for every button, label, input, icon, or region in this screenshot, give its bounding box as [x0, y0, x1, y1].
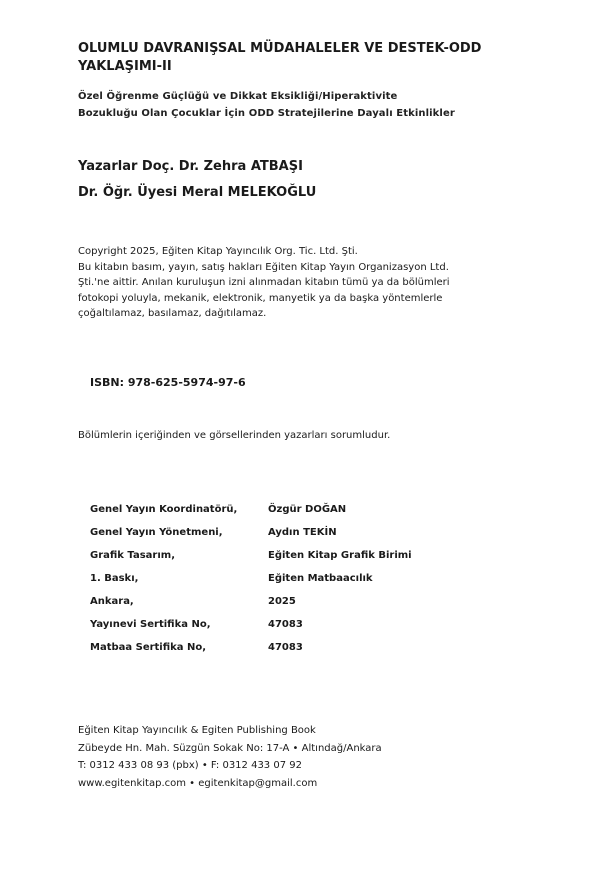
credit-label: Ankara,: [90, 596, 134, 607]
credit-label: 1. Baskı,: [90, 573, 139, 584]
credit-label: Genel Yayın Koordinatörü,: [90, 504, 238, 515]
credit-value: 47083: [268, 642, 303, 653]
publisher-web: www.egitenkitap.com • egitenkitap@gmail.com: [78, 777, 318, 789]
credit-label: Matbaa Sertifika No,: [90, 642, 207, 653]
publisher-contact: [78, 722, 382, 792]
book-title-line-1: OLUMLU DAVRANIŞSAL MÜDAHALELER VE DESTEK-ODD: [78, 41, 482, 56]
credit-value: Aydın TEKİN: [268, 527, 337, 538]
credit-value: Özgür DOĞAN: [268, 504, 347, 515]
copyright-line-3: Şti.'ne aittir. Anılan kuruluşun izni alınmadan kitabın tümü ya da bölümleri: [78, 277, 450, 288]
copyright-line-4: fotokopi yoluyla, mekanik, elektronik, manyetik ya da başka yöntemlerle: [78, 292, 443, 304]
responsibility-note: Bölümlerin içeriğinden ve görsellerinden yazarları sorumludur.: [78, 430, 391, 441]
credit-label: Genel Yayın Yönetmeni,: [90, 527, 223, 538]
credit-value: 2025: [268, 596, 296, 607]
book-subtitle-line-1: Özel Öğrenme Güçlüğü ve Dikkat Eksikliği/Hiperaktivite: [78, 91, 398, 102]
copyright-line-1: Copyright 2025, Eğiten Kitap Yayıncılık Org. Tic. Ltd. Şti.: [78, 246, 358, 257]
book-subtitle: [78, 88, 548, 122]
author-line-2: Dr. Öğr. Üyesi Meral MELEKOĞLU: [78, 185, 317, 200]
copyright-line-2: Bu kitabın basım, yayın, satış hakları Eğiten Kitap Yayın Organizasyon Ltd.: [78, 261, 449, 273]
publisher-address: Zübeyde Hn. Mah. Süzgün Sokak No: 17-A • Altındağ/Ankara: [78, 742, 382, 754]
credit-value: 47083: [268, 619, 303, 630]
authors-block: [78, 154, 316, 206]
copyright-notice: [78, 244, 523, 322]
credit-value: Eğiten Matbaacılık: [268, 573, 373, 584]
credit-value: Eğiten Kitap Grafik Birimi: [268, 550, 412, 561]
book-subtitle-line-2: Bozukluğu Olan Çocuklar İçin ODD Stratejilerine Dayalı Etkinlikler: [78, 108, 455, 119]
isbn-number: ISBN: 978-625-5974-97-6: [90, 376, 246, 389]
author-line-1: Yazarlar Doç. Dr. Zehra ATBAŞI: [78, 159, 303, 174]
book-title: [78, 40, 538, 76]
credit-label: Grafik Tasarım,: [90, 550, 175, 561]
publisher-name: Eğiten Kitap Yayıncılık & Egiten Publishing Book: [78, 725, 316, 736]
book-title-line-2: YAKLAŞIMI-II: [78, 59, 172, 74]
publisher-phone: T: 0312 433 08 93 (pbx) • F: 0312 433 07 92: [78, 760, 302, 771]
credit-label: Yayınevi Sertifika No,: [90, 619, 211, 630]
copyright-line-5: çoğaltılamaz, basılamaz, dağıtılamaz.: [78, 308, 267, 319]
